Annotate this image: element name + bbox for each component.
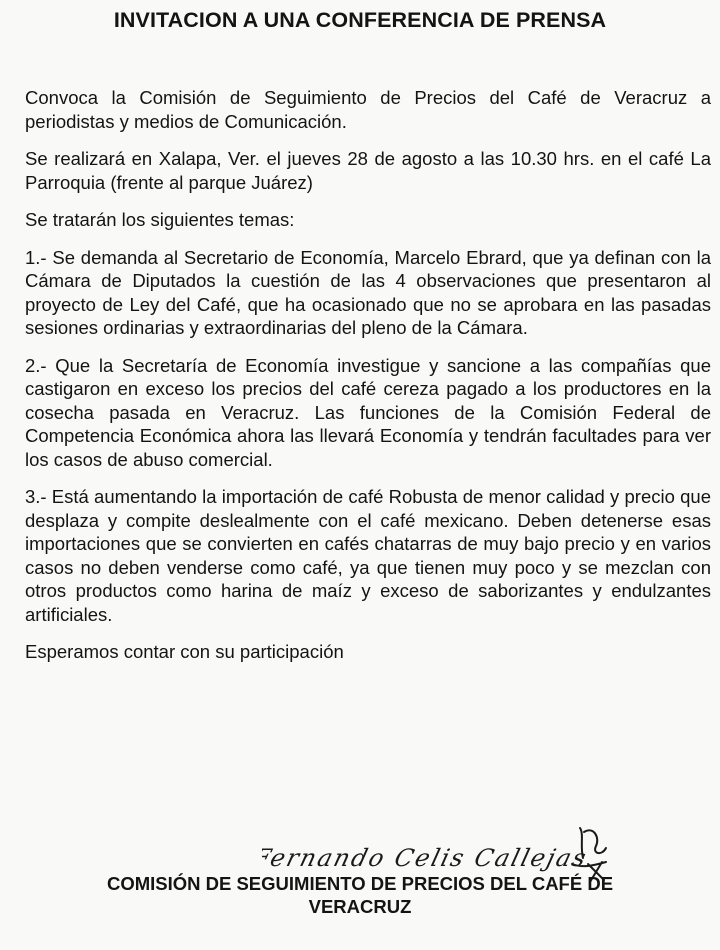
paragraph-temas-intro: Se tratarán los siguientes temas: (25, 209, 295, 230)
signatory-organization (0, 872, 720, 918)
organization-line-2: VERACRUZ (308, 896, 412, 917)
document-title: INVITACION A UNA CONFERENCIA DE PRENSA (113, 8, 607, 32)
paragraph-convocatoria: Convoca la Comisión de Seguimiento de Precios del Café de Veracruz a periodistas y medios de Comunicación. (25, 87, 711, 132)
paragraph-despedida: Esperamos contar con su participación (25, 641, 344, 662)
paragraph-tema-2: 2.- Que la Secretaría de Economía investigue y sancione a las compañías que castigaron en exceso los precios del café cereza pagado a los productores en la cosecha pasada en Veracruz. Las funciones de la Comisión Federal de Competencia Económica ahora las llevará Economía y tendrán facultades para ver los casos de abuso comercial. (25, 354, 711, 470)
document-body (25, 86, 711, 678)
paragraph-lugar-fecha: Se realizará en Xalapa, Ver. el jueves 28 de agosto a las 10.30 hrs. en el café La Parroquia (frente al parque Juárez) (25, 148, 711, 193)
signature-text: Fernando Celis Callejas (262, 843, 591, 872)
paragraph-tema-1: 1.- Se demanda al Secretario de Economía, Marcelo Ebrard, que ya definan con la Cámara de Diputados la cuestión de las 4 observaciones que presentaron al proyecto de Ley del Café, que ha ocasionado que no se aprobara en las pasadas sesiones ordinarias y extraordinarias del pleno de la Cámara. (25, 246, 711, 338)
paragraph-tema-3: 3.- Está aumentando la importación de café Robusta de menor calidad y precio que desplaza y compite deslealmente con el café mexicano. Deben detenerse esas importaciones que se convierten en cafés chatarras de muy bajo precio y en varios casos no deben venderse como café, ya que tienen muy poco y se mezclan con otros productos como harina de maíz y exceso de saborizantes y endulzantes artificiales. (25, 486, 711, 625)
organization-line-1: COMISIÓN DE SEGUIMIENTO DE PRECIOS DEL CAFÉ DE (106, 873, 614, 894)
